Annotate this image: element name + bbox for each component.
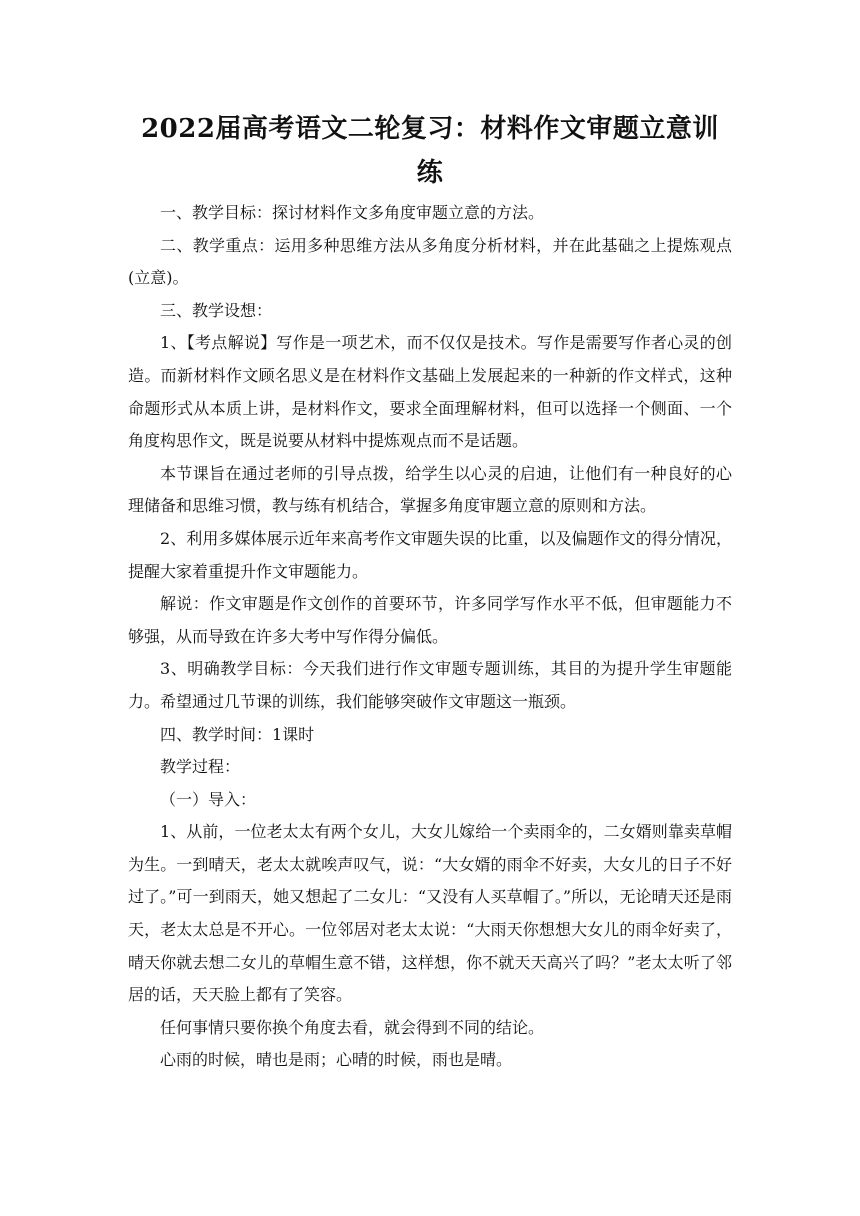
document-title-line-1: 2022届高考语文二轮复习：材料作文审题立意训 [141, 114, 719, 144]
paragraph-teaching-focus: 二、教学重点：运用多种思维方法从多角度分析材料，并在此基础之上提炼观点(立意)。 [128, 235, 732, 288]
paragraph-perspective: 任何事情只要你换个角度去看，就会得到不同的结论。 [160, 1017, 545, 1037]
paragraph-multimedia: 2、利用多媒体展示近年来高考作文审题失误的比重，以及偏题作文的得分情况，提醒大家着重提升作文审题能力。 [128, 528, 732, 581]
paragraph-story: 1、从前，一位老太太有两个女儿，大女儿嫁给一个卖雨伞的，二女婿则靠卖草帽为生。一到晴天，老太太就唉声叹气，说：“大女婿的雨伞不好卖，大女儿的日子不好过了。”可一到雨天，她又想起了二女儿：“又没有人买草帽了。”所以，无论晴天还是雨天，老太太总是不开心。一位邻居对老太太说：“大雨天你想想大女儿的雨伞好卖了，晴天你就去想二女儿的草帽生意不错，这样想，你不就天天高兴了吗？”老太太听了邻居的话，天天脸上都有了笑容。 [128, 822, 732, 1005]
paragraph-clear-goal: 3、明确教学目标：今天我们进行作文审题专题训练，其目的为提升学生审题能力。希望通过几节课的训练，我们能够突破作文审题这一瓶颈。 [128, 659, 732, 711]
paragraph-rain-sunny: 心雨的时候，晴也是雨；心晴的时候，雨也是晴。 [160, 1050, 513, 1070]
paragraph-lesson-purpose: 本节课旨在通过老师的引导点拨，给学生以心灵的启迪，让他们有一种良好的心理储备和思维习惯，教与练有机结合，掌握多角度审题立意的原则和方法。 [128, 463, 732, 516]
paragraph-introduction-heading: （一）导入： [160, 789, 257, 809]
paragraph-teaching-goal: 一、教学目标：探讨材料作文多角度审题立意的方法。 [160, 203, 545, 222]
paragraph-teaching-plan-heading: 三、教学设想： [160, 300, 273, 320]
paragraph-exam-point: 1、【考点解说】写作是一项艺术，而不仅仅是技术。写作是需要写作者心灵的创造。而新材料作文顾名思义是在材料作文基础上发展起来的一种新的作文样式，这种命题形式从本质上讲，是材料作文，要求全面理解材料，但可以选择一个侧面、一个角度构思作文，既是说要从材料中提炼观点而不是话题。 [128, 333, 732, 451]
paragraph-teaching-time: 四、教学时间：1课时 [160, 724, 315, 744]
document-body [128, 197, 732, 1077]
paragraph-teaching-process: 教学过程： [160, 757, 241, 777]
paragraph-explanation: 解说：作文审题是作文创作的首要环节，许多同学写作水平不低，但审题能力不够强，从而导致在许多大考中写作得分偏低。 [128, 594, 732, 646]
document-title-line-2: 练 [416, 158, 444, 188]
